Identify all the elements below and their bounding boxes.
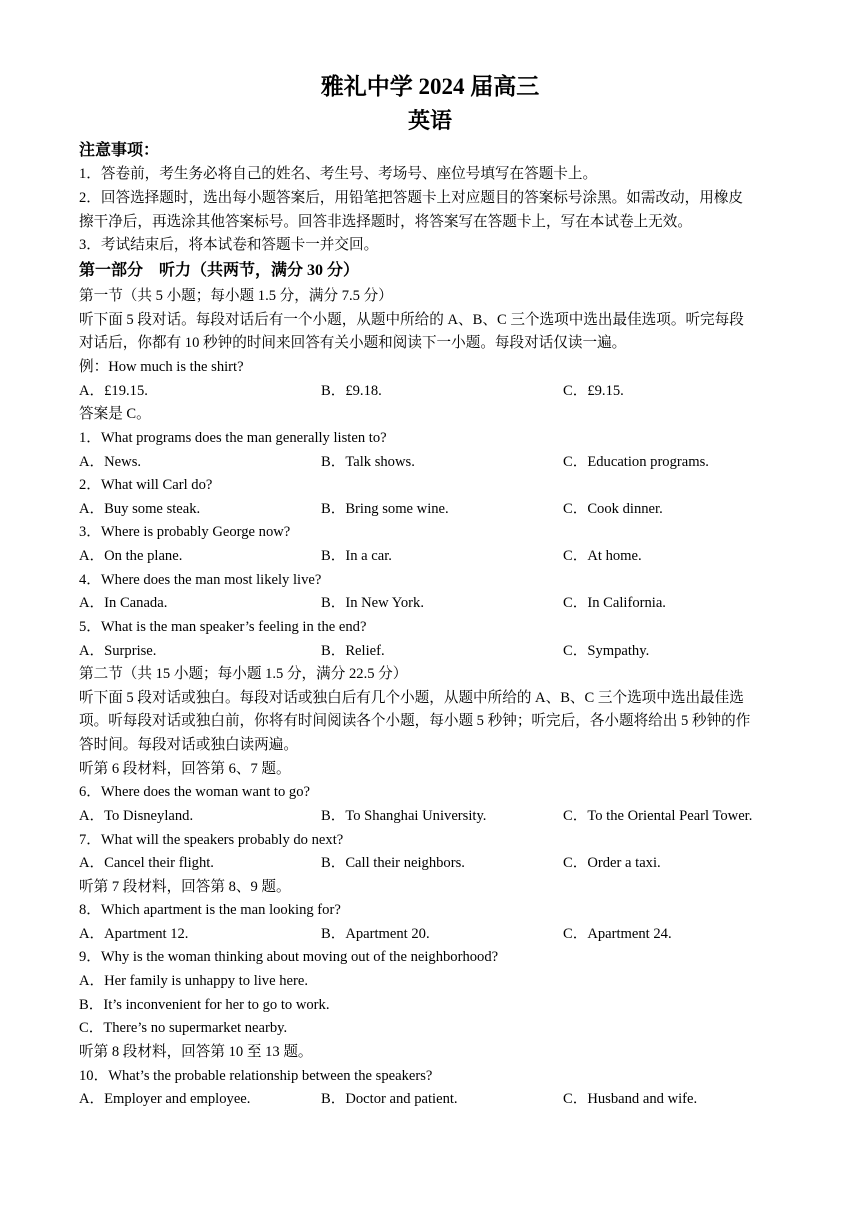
option-a: A．Employer and employee. xyxy=(79,1091,251,1107)
section1-instructions: 对话后，你都有 10 秒钟的时间来回答有关小题和阅读下一小题。每段对话仅读一遍。 xyxy=(79,335,627,351)
question: 3．Where is probably George now? xyxy=(79,524,291,540)
example-answer: 答案是 C。 xyxy=(79,406,151,422)
option-a: A．Cancel their flight. xyxy=(79,855,214,871)
option-b: B．In a car. xyxy=(321,548,392,564)
option-b: B．Call their neighbors. xyxy=(321,855,465,871)
section2-heading: 第二节（共 15 小题；每小题 1.5 分，满分 22.5 分） xyxy=(79,666,408,682)
option-b: B．Talk shows. xyxy=(321,454,415,470)
material-label: 听第 8 段材料，回答第 10 至 13 题。 xyxy=(79,1044,313,1060)
option-c: C．There’s no supermarket nearby. xyxy=(79,1020,288,1036)
material-label: 听第 6 段材料，回答第 6、7 题。 xyxy=(79,761,291,777)
option-c: C．Sympathy. xyxy=(563,643,650,659)
option-b: B．Doctor and patient. xyxy=(321,1091,458,1107)
question: 5．What is the man speaker’s feeling in the end? xyxy=(79,619,367,635)
option-c: C．Education programs. xyxy=(563,454,709,470)
option-a: A．Apartment 12. xyxy=(79,926,189,942)
question: 9．Why is the woman thinking about moving out of the neighborhood? xyxy=(79,949,499,965)
option-a: A．To Disneyland. xyxy=(79,808,194,824)
section2-instructions: 项。听每段对话或独白前，你将有时间阅读各个小题，每小题 5 秒钟；听完后，各小题将给出 5 秒钟的作 xyxy=(79,713,751,729)
option-c: C．Apartment 24. xyxy=(563,926,672,942)
option-b: B．In New York. xyxy=(321,595,424,611)
option-a: A．In Canada. xyxy=(79,595,168,611)
notice-item: 3．考试结束后，将本试卷和答题卡一并交回。 xyxy=(79,237,379,253)
option-a: A．£19.15. xyxy=(79,383,148,399)
question: 8．Which apartment is the man looking for? xyxy=(79,902,341,918)
example-question: 例：How much is the shirt? xyxy=(79,359,244,375)
exam-title: 雅礼中学 2024 届高三 xyxy=(320,74,540,99)
option-c: C．To the Oriental Pearl Tower. xyxy=(563,808,753,824)
option-a: A．On the plane. xyxy=(79,548,183,564)
option-a: A．News. xyxy=(79,454,142,470)
option-b: B．£9.18. xyxy=(321,383,382,399)
option-b: B．Bring some wine. xyxy=(321,501,449,517)
option-b: B．To Shanghai University. xyxy=(321,808,487,824)
part1-heading: 第一部分 听力（共两节，满分 30 分） xyxy=(79,262,360,279)
question: 2．What will Carl do? xyxy=(79,477,213,493)
option-c: C．Cook dinner. xyxy=(563,501,663,517)
section2-instructions: 答时间。每段对话或独白读两遍。 xyxy=(79,737,298,753)
option-b: B．It’s inconvenient for her to go to work. xyxy=(79,997,330,1013)
section2-instructions: 听下面 5 段对话或独白。每段对话或独白后有几个小题，从题中所给的 A、B、C 三个选项中选出最佳选 xyxy=(79,690,744,706)
option-c: C．At home. xyxy=(563,548,642,564)
option-a: A．Buy some steak. xyxy=(79,501,201,517)
section1-instructions: 听下面 5 段对话。每段对话后有一个小题，从题中所给的 A、B、C 三个选项中选出最佳选项。听完每段 xyxy=(79,312,744,328)
option-c: C．In California. xyxy=(563,595,666,611)
question: 1．What programs does the man generally listen to? xyxy=(79,430,387,446)
section1-heading: 第一节（共 5 小题；每小题 1.5 分，满分 7.5 分） xyxy=(79,288,393,304)
option-c: C．£9.15. xyxy=(563,383,624,399)
question: 4．Where does the man most likely live? xyxy=(79,572,322,588)
notice-item: 2．回答选择题时，选出每小题答案后，用铅笔把答题卡上对应题目的答案标号涂黑。如需改动，用橡皮 xyxy=(79,190,744,206)
notice-heading: 注意事项： xyxy=(79,142,160,159)
notice-item: 擦干净后，再选涂其他答案标号。回答非选择题时，将答案写在答题卡上，写在本试卷上无效。 xyxy=(79,214,692,230)
option-a: A．Her family is unhappy to live here. xyxy=(79,973,308,989)
question: 6．Where does the woman want to go? xyxy=(79,784,310,800)
material-label: 听第 7 段材料，回答第 8、9 题。 xyxy=(79,879,291,895)
question: 10．What’s the probable relationship between the speakers? xyxy=(79,1068,433,1084)
option-b: B．Relief. xyxy=(321,643,385,659)
subject-title: 英语 xyxy=(407,108,452,133)
notice-item: 1．答卷前，考生务必将自己的姓名、考生号、考场号、座位号填写在答题卡上。 xyxy=(79,166,598,182)
option-c: C．Order a taxi. xyxy=(563,855,661,871)
question: 7．What will the speakers probably do next? xyxy=(79,832,344,848)
option-c: C．Husband and wife. xyxy=(563,1091,698,1107)
option-b: B．Apartment 20. xyxy=(321,926,430,942)
option-a: A．Surprise. xyxy=(79,643,157,659)
